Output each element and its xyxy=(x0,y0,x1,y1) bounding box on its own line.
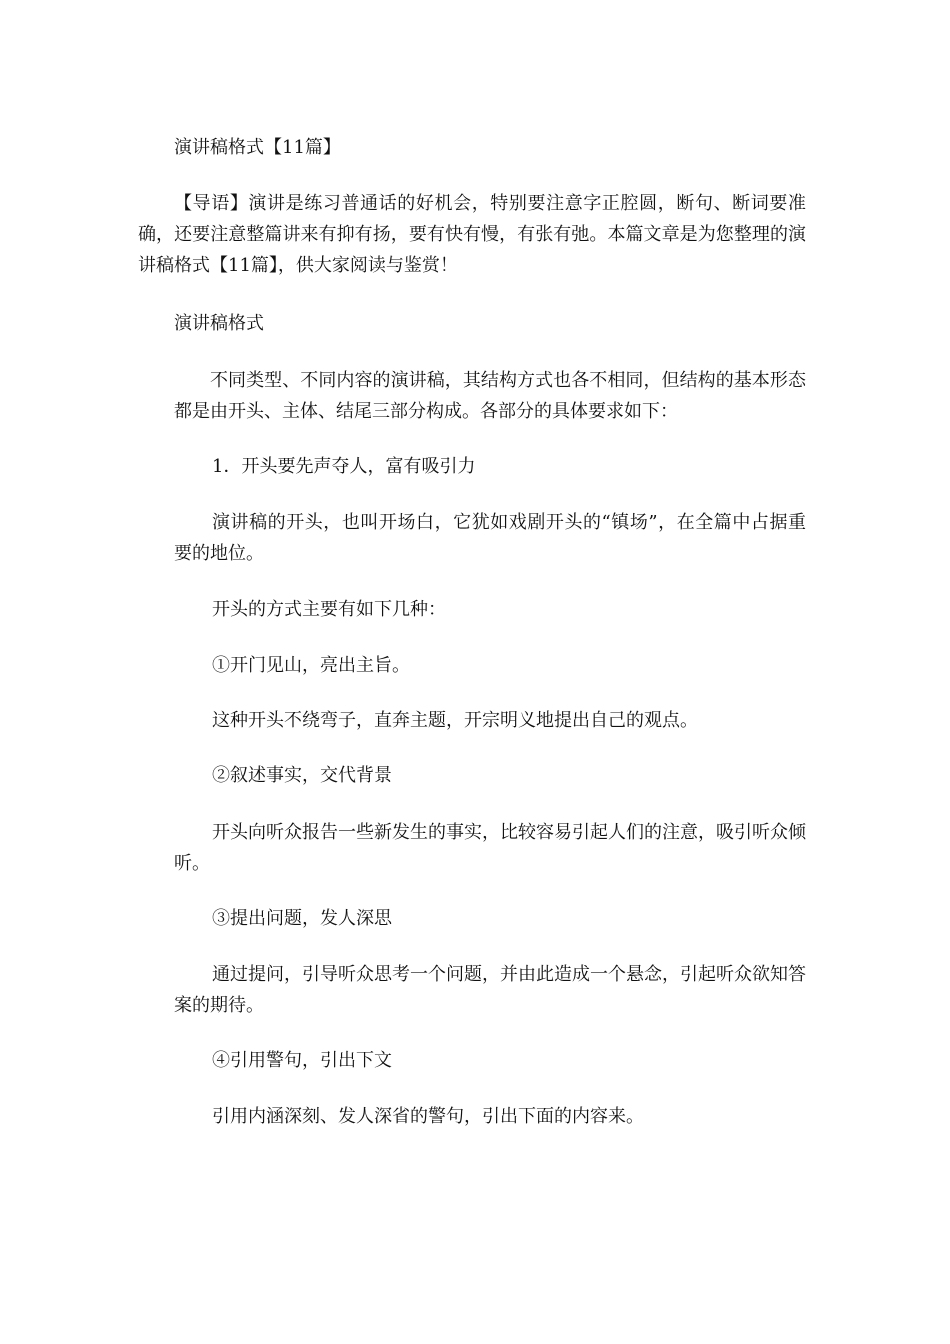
methods-intro: 开头的方式主要有如下几种： xyxy=(212,599,446,620)
method2-description: 开头向听众报告一些新发生的事实，比较容易引起人们的注意，吸引听众倾听。 xyxy=(174,822,806,874)
method1-description: 这种开头不绕弯子，直奔主题，开宗明义地提出自己的观点。 xyxy=(212,710,698,731)
method3-heading: ③提出问题，发人深思 xyxy=(212,908,392,929)
section-heading: 演讲稿格式 xyxy=(174,313,264,334)
point1-heading: 1．开头要先声夺人，富有吸引力 xyxy=(212,456,476,477)
intro-paragraph: 【导语】演讲是练习普通话的好机会，特别要注意字正腔圆，断句、断词要准确，还要注意整篇讲来有抑有扬，要有快有慢，有张有弛。本篇文章是为您整理的演讲稿格式【11篇】，供大家阅读与鉴赏！ xyxy=(138,193,806,276)
structure-paragraph: 不同类型、不同内容的演讲稿，其结构方式也各不相同，但结构的基本形态都是由开头、主体、结尾三部分构成。各部分的具体要求如下： xyxy=(174,370,806,422)
method3-description: 通过提问，引导听众思考一个问题，并由此造成一个悬念，引起听众欲知答案的期待。 xyxy=(174,964,806,1016)
opening-paragraph: 演讲稿的开头，也叫开场白，它犹如戏剧开头的“镇场”，在全篇中占据重要的地位。 xyxy=(174,512,806,564)
method4-heading: ④引用警句，引出下文 xyxy=(212,1050,392,1071)
method2-heading: ②叙述事实，交代背景 xyxy=(212,765,392,786)
document-title: 演讲稿格式【11篇】 xyxy=(174,137,341,158)
method4-description: 引用内涵深刻、发人深省的警句，引出下面的内容来。 xyxy=(212,1106,644,1127)
method1-heading: ①开门见山，亮出主旨。 xyxy=(212,655,410,676)
